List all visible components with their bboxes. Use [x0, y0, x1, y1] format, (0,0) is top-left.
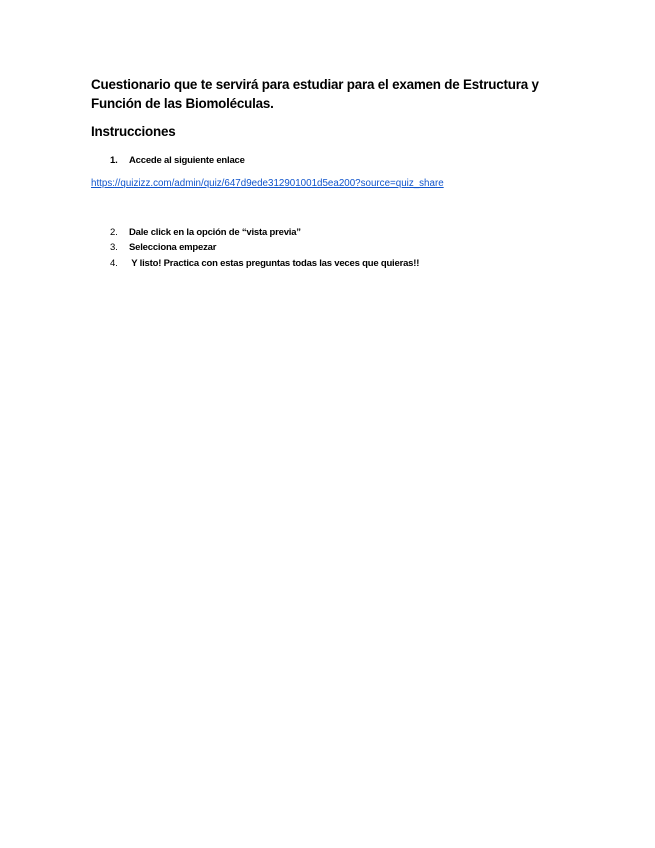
step-text: Y listo! Practica con estas preguntas todas las veces que quieras!!	[129, 258, 420, 269]
document-title: Cuestionario que te servirá para estudiar para el examen de Estructura y Función de las Biomoléculas.	[91, 77, 539, 111]
step-number: 2.	[110, 227, 118, 238]
step-text: Dale click en la opción de “vista previa”	[129, 227, 301, 238]
step-item-1	[110, 155, 245, 166]
step-text: Accede al siguiente enlace	[129, 155, 245, 166]
step-number: 4.	[110, 258, 118, 269]
step-item-3	[110, 242, 216, 253]
instructions-heading: Instrucciones	[91, 124, 176, 139]
step-item-2	[110, 227, 301, 238]
quiz-link[interactable]: https://quizizz.com/admin/quiz/647d9ede312901001d5ea200?source=quiz_share	[91, 178, 444, 189]
step-number: 1.	[110, 155, 118, 166]
step-item-4	[110, 258, 419, 269]
step-number: 3.	[110, 242, 118, 253]
step-text: Selecciona empezar	[129, 242, 217, 253]
